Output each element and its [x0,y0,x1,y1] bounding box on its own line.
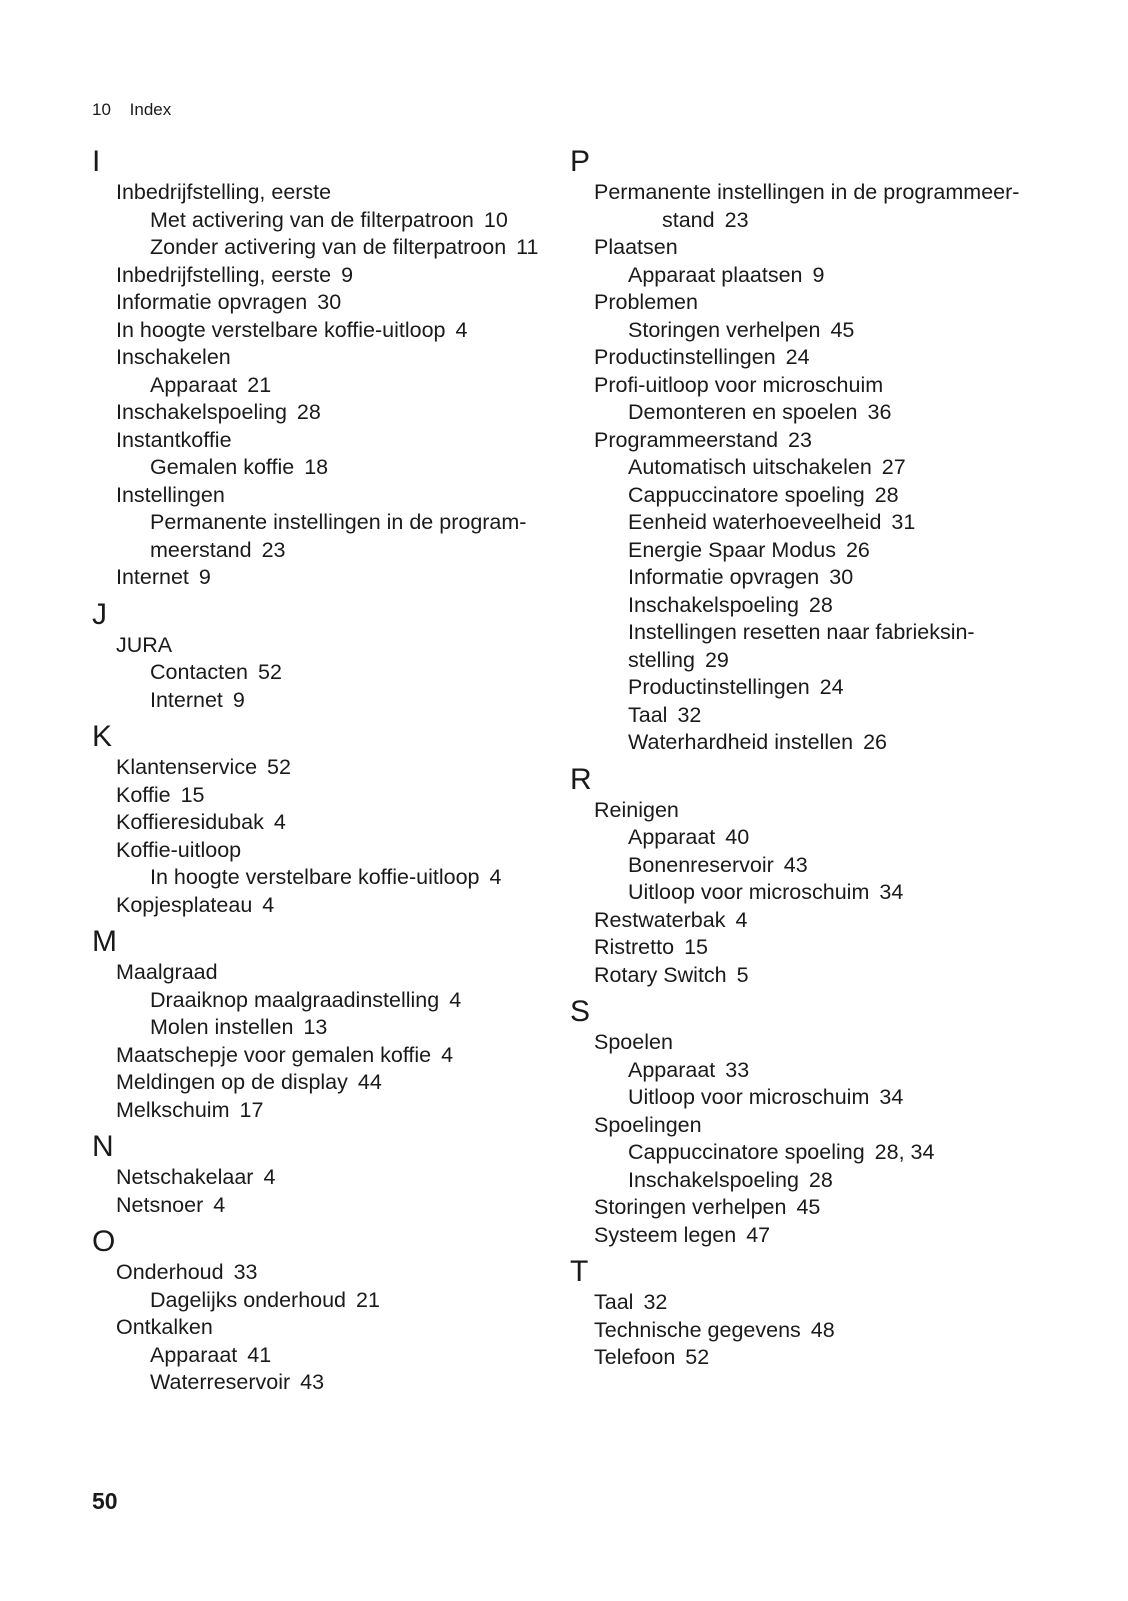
entry-page-ref: 23 [724,207,749,232]
entry-term: Eenheid waterhoeveelheid [628,510,882,534]
index-letter-heading: I [92,145,101,178]
index-entry [570,1344,1050,1372]
index-subentry [92,372,562,400]
entry-term: Internet [116,565,189,589]
entry-term: Apparaat [150,372,238,397]
index-subentry [92,987,562,1015]
index-section-t [570,1255,1050,1372]
index-subentry [570,482,1050,510]
index-subentry [570,1139,1050,1167]
index-entry [570,1112,1050,1140]
index-column-right [570,145,1050,1378]
entry-page-ref: 15 [684,935,708,959]
entry-term: Maatschepje voor gemalen koffie [116,1042,432,1067]
entry-page-ref: 4 [213,1192,226,1217]
index-letter-heading: S [570,995,591,1028]
entry-term: Inschakelen [116,345,231,369]
entry-page-ref: 43 [300,1370,325,1394]
index-entry [570,1222,1050,1250]
entry-page-ref: 43 [783,852,808,877]
entry-term: Internet [150,687,223,712]
index-entry [92,317,562,345]
entry-term: Reinigen [594,797,679,822]
index-entry [92,179,562,207]
entry-term: Inschakelspoeling [628,1167,799,1192]
entry-page-ref: 24 [785,345,810,369]
entry-page-ref: 48 [810,1317,835,1342]
entry-term: Programmeerstand [594,427,779,452]
entry-term: Productinstellingen [594,345,776,369]
page-number: 50 [92,1488,118,1514]
index-subentry [92,1369,562,1397]
entry-term: Energie Spaar Modus [628,537,836,562]
index-subentry [570,729,1050,757]
entry-term: Molen instellen [150,1015,294,1039]
entry-term: Instantkoffie [116,427,232,452]
entry-page-ref: 4 [273,810,286,834]
entry-term: Apparaat [628,825,716,849]
entry-term: In hoogte verstelbare koffie-uitloop [150,865,480,889]
index-entry [92,482,562,510]
index-subentry [92,687,562,715]
index-subentry [570,824,1050,852]
entry-page-ref: 28 [874,482,899,507]
entry-page-ref: 4 [449,987,462,1012]
index-entry [92,632,562,660]
index-subentry [92,659,562,687]
entry-page-ref: 30 [317,290,342,314]
index-subentry [570,537,1050,565]
entry-term: Storingen verhelpen [628,317,821,342]
index-entry [570,1029,1050,1057]
entry-term: Netschakelaar [116,1165,254,1189]
entry-term: Ontkalken [116,1315,213,1339]
index-subentry [92,1287,562,1315]
entry-term: Koffie-uitloop [116,837,242,862]
entry-term: Informatie opvragen [116,290,308,314]
entry-page-ref: 4 [263,1165,276,1189]
entry-term: JURA [116,632,173,657]
index-letter-heading: R [570,762,592,796]
entry-term: Plaatsen [594,235,678,259]
entry-term: Productinstellingen [628,675,810,699]
entry-term: Automatisch uitschakelen [628,455,872,479]
entry-page-ref: 28, 34 [874,1140,935,1164]
entry-term: Gemalen koffie [150,455,295,479]
entry-page-ref: 18 [304,455,329,479]
entry-term: In hoogte verstelbare koffie-uitloop [116,317,446,342]
entry-page-ref: 4 [455,317,468,342]
entry-term: Taal [594,1290,634,1314]
index-subentry [570,1167,1050,1195]
entry-term: Apparaat plaatsen [628,262,803,287]
entry-page-ref: 24 [819,675,844,699]
chapter-title: Index [129,100,172,119]
index-subentry [570,592,1050,620]
index-section-s [570,995,1050,1249]
entry-term-continuation: stelling 29 [628,647,729,672]
index-entry [570,289,1050,317]
entry-page-ref: 15 [180,782,205,807]
index-entry [570,962,1050,990]
entry-term: Maalgraad [116,960,218,984]
entry-term: Zonder activering van de filterpatroon [150,235,507,259]
entry-term: Dagelijks onderhoud [150,1287,347,1312]
index-subentry [92,509,562,564]
index-entry [570,1194,1050,1222]
entry-page-ref: 9 [232,687,245,712]
entry-page-ref: 23 [788,427,812,452]
entry-term: Cappuccinatore spoeling [628,1140,865,1164]
entry-page-ref: 40 [725,825,750,849]
entry-page-ref: 26 [863,730,887,754]
entry-page-ref: 4 [441,1042,454,1067]
entry-term: Klantenservice [116,755,258,779]
entry-page-ref: 10 [483,207,508,232]
index-subentry [92,454,562,482]
entry-term: Kopjesplateau [116,892,253,917]
index-entry [92,1164,562,1192]
entry-page-ref: 52 [258,660,282,684]
index-subentry [570,454,1050,482]
index-letter-heading: N [92,1130,114,1163]
entry-term: Informatie opvragen [628,565,820,589]
entry-term: Instellingen resetten naar fabrieksin- [628,620,975,644]
entry-page-ref: 21 [247,372,272,397]
entry-page-ref: 47 [746,1222,771,1247]
entry-page-ref: 41 [247,1342,272,1367]
entry-term: Inschakelspoeling [116,400,287,424]
entry-page-ref: 36 [867,400,892,424]
index-subentry [570,702,1050,730]
entry-page-ref: 30 [829,565,854,589]
index-letter-heading: K [92,720,113,753]
index-entry [92,809,562,837]
index-letter-heading: T [570,1255,589,1288]
entry-term: Uitloop voor microschuim [628,880,870,904]
entry-term: Instellingen [116,482,225,507]
index-subentry [570,1084,1050,1112]
index-entry [570,797,1050,825]
index-entry [570,427,1050,455]
entry-page-ref: 21 [356,1287,380,1312]
entry-term: Systeem legen [594,1222,737,1247]
entry-term: Netsnoer [116,1192,204,1217]
index-entry [92,959,562,987]
entry-term: Profi-uitloop voor microschuim [594,372,884,397]
index-entry [92,427,562,455]
entry-page-ref: 32 [643,1290,668,1314]
entry-term: Inschakelspoeling [628,592,799,617]
entry-term: Bonenreservoir [628,852,774,877]
index-entry [92,782,562,810]
index-section-m [92,925,562,1124]
entry-term: Telefoon [594,1345,676,1369]
entry-term: Permanente instellingen in de programmeer- [594,180,1020,204]
index-entry [570,1317,1050,1345]
entry-page-ref: 28 [808,592,833,617]
entry-term: Koffie [116,782,171,807]
index-entry [570,934,1050,962]
index-subentry [570,619,1050,674]
entry-term: Meldingen op de display [116,1070,348,1094]
index-subentry [92,207,562,235]
entry-page-ref: 13 [303,1015,328,1039]
entry-term: Waterhardheid instellen [628,730,854,754]
entry-page-ref: 33 [725,1057,750,1082]
entry-page-ref: 4 [489,865,502,889]
index-entry [92,399,562,427]
entry-page-ref: 52 [267,755,291,779]
index-entry [92,564,562,592]
index-entry [570,179,1050,234]
index-entry [92,1069,562,1097]
index-entry [92,1314,562,1342]
entry-term: Spoelen [594,1030,673,1054]
index-subentry [570,852,1050,880]
entry-page-ref: 9 [198,565,211,589]
entry-term: Technische gegevens [594,1317,801,1342]
index-entry [92,754,562,782]
entry-term: Spoelingen [594,1112,702,1137]
index-section-o [92,1225,562,1397]
entry-page-ref: 26 [845,537,870,562]
entry-term: Met activering van de filterpatroon [150,207,474,232]
entry-page-ref: 31 [891,510,916,534]
entry-page-ref: 34 [879,880,904,904]
entry-page-ref: 34 [879,1085,904,1109]
entry-page-ref: 33 [233,1260,258,1284]
entry-term: Inbedrijfstelling, eerste [116,180,332,204]
entry-term: Rotary Switch [594,962,727,987]
entry-page-ref: 23 [261,537,286,562]
index-section-j [92,598,562,715]
entry-page-ref: 52 [685,1345,710,1369]
entry-page-ref: 17 [239,1097,264,1122]
entry-term: Contacten [150,660,249,684]
index-section-k [92,720,562,919]
index-subentry [92,1342,562,1370]
index-entry [570,1289,1050,1317]
entry-page-ref: 9 [341,262,354,287]
entry-page-ref: 32 [677,702,702,727]
index-entry [92,344,562,372]
entry-term: Inbedrijfstelling, eerste [116,262,332,287]
page-header [92,100,171,120]
index-entry [92,1259,562,1287]
index-subentry [570,879,1050,907]
index-subentry [92,234,562,262]
entry-term: Draaiknop maalgraadinstelling [150,987,440,1012]
entry-page-ref: 5 [736,962,749,987]
index-column-left [92,145,562,1403]
entry-term: Koffieresidubak [116,810,264,834]
index-letter-heading: M [92,925,117,958]
index-entry [570,372,1050,400]
entry-term: Taal [628,702,668,727]
index-letter-heading: J [92,597,107,631]
entry-page-ref: 28 [296,400,321,424]
index-subentry [92,864,562,892]
index-entry [92,289,562,317]
entry-term: Melkschuim [116,1097,230,1122]
index-subentry [570,564,1050,592]
index-entry [570,344,1050,372]
index-entry [92,262,562,290]
index-entry [92,892,562,920]
index-section-n [92,1130,562,1219]
entry-page-ref: 45 [796,1195,821,1219]
index-subentry [570,399,1050,427]
index-section-p [570,145,1050,757]
entry-page-ref: 29 [704,647,729,672]
entry-page-ref: 27 [881,455,906,479]
entry-page-ref: 11 [516,235,539,259]
entry-page-ref: 9 [812,262,825,287]
index-subentry [570,262,1050,290]
index-subentry [570,674,1050,702]
index-entry [92,1097,562,1125]
entry-term: Cappuccinatore spoeling [628,482,865,507]
index-entry [92,837,562,865]
entry-term: Onderhoud [116,1260,224,1284]
index-subentry [570,509,1050,537]
entry-term: Ristretto [594,935,675,959]
index-subentry [92,1014,562,1042]
entry-term: Storingen verhelpen [594,1195,787,1219]
index-subentry [570,1057,1050,1085]
index-letter-heading: O [92,1225,116,1258]
entry-term: Restwaterbak [594,907,726,932]
index-entry [92,1192,562,1220]
entry-page-ref: 28 [808,1167,833,1192]
entry-term: Uitloop voor microschuim [628,1085,870,1109]
entry-term: Permanente instellingen in de program- [150,510,527,534]
index-section-r [570,763,1050,990]
index-subentry [570,317,1050,345]
entry-page-ref: 44 [357,1070,382,1094]
entry-term: Apparaat [628,1057,716,1082]
index-section-i [92,145,562,592]
index-letter-heading: P [570,145,591,178]
entry-term-continuation: stand 23 [662,207,749,232]
chapter-number: 10 [92,100,111,119]
entry-term: Apparaat [150,1342,238,1367]
entry-page-ref: 45 [830,317,855,342]
entry-term: Demonteren en spoelen [628,400,858,424]
entry-term: Waterreservoir [150,1370,291,1394]
index-entry [570,234,1050,262]
entry-page-ref: 4 [262,892,275,917]
entry-term: Problemen [594,290,698,314]
entry-page-ref: 4 [735,907,748,932]
index-entry [92,1042,562,1070]
entry-term-continuation: meerstand 23 [150,537,286,562]
index-entry [570,907,1050,935]
